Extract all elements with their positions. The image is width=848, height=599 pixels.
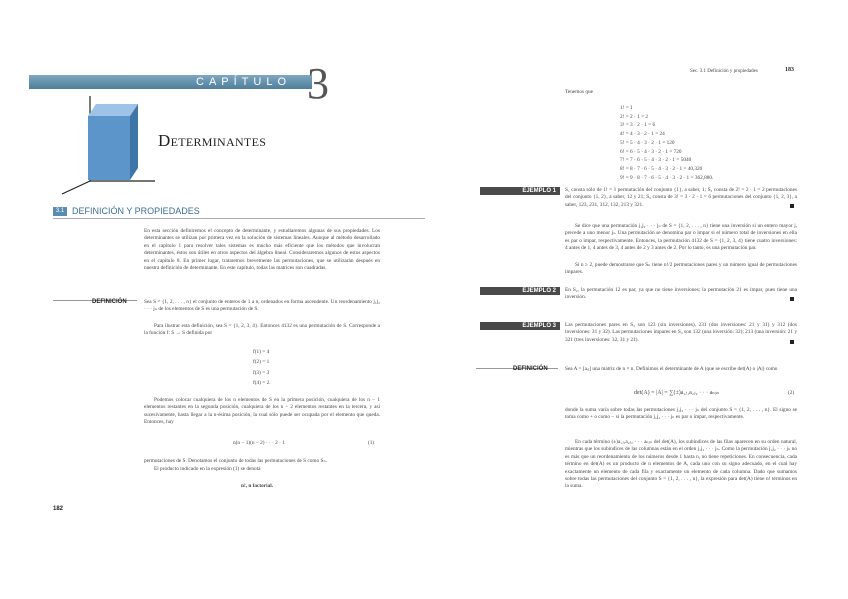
inversion-text-2: Si n ≥ 2, puede demostrarse que Sₙ tiene n!/2 permutaciones pares y un número igual de permutaciones impares. xyxy=(565,262,797,276)
intro-paragraph: En esta sección definiremos el concepto de determinante, y estudiaremos algunas de sus propiedades. Los determinantes se utilizan por primera vez en la solución de sistemas lineales. Aunque al método desarrollado en el capítulo 1 para resolver tales sistemas es mucho más eficiente que los métodos que involucran determinantes, éstos son útiles en otros aspectos del álgebra lineal. Consideraremos algunos de estos aspectos en el capítulo 8. En primer lugar, trataremos brevemente las permutaciones, que se utilizarán después en nuestra definición de determinante. En este capítulo, todas las matrices son cuadradas. xyxy=(144,228,380,272)
f-line: f(3) = 3 xyxy=(253,369,270,376)
section-number: 3.1 xyxy=(53,207,67,216)
inversion-text: Se dice que una permutación j₁j₂ · · · jₙ de S = {1, 2, . . . , n} tiene una inversión si un entero mayor jᵣ precede a uno menor jₛ. Una permutación se denomina par o impar si el número total de inversiones en ella es par o impar, respectivamente. Entonces, la permutación 4132 de S = {1, 2, 3, 4} tiene cuatro inversiones: 4 antes de 1, 4 antes de 3, 4 antes de 2 y 3 antes de 2. Por lo tanto, es una permutación par. xyxy=(565,223,797,252)
factorial-line: 3! = 3 · 2 · 1 = 6 xyxy=(620,122,656,129)
ejemplo-3-text: Las permutaciones pares en S₃ son 123 (sin inversiones), 231 (dos inversiones: 21 y 31) y 312 (dos inversiones: 31 y 32). Las permutaciones impares en S₃ son 132 (una inversión: 32); 213 (una inversión: 21 y 321 (tres inversiones: 32, 31 y 21). xyxy=(565,322,797,343)
section-rule xyxy=(53,218,425,219)
determinant-equation: det(A) = |A| = ∑(±)a₁ⱼ₁a₂ⱼ₂ · · · aₙⱼₙ xyxy=(634,390,720,396)
end-of-example-mark xyxy=(790,297,794,301)
cube-illustration xyxy=(60,96,155,196)
paragraph-2: Para ilustrar esta definición, sea S = {1, 2, 3, 4}. Entonces 4132 es una permutación de S. Corresponde a la función f: S → S definida por xyxy=(144,323,380,337)
f-line: f(1) = 4 xyxy=(253,349,270,355)
factorial-list xyxy=(620,105,713,182)
ejemplo-2-text: En S₂, la permutación 12 es par, ya que no tiene inversiones; la permutación 21 es impar, pues tiene una inversión. xyxy=(565,287,797,301)
factorial-line: 9! = 9 · 8 · 7 · 6 · 5 · 4 · 3 · 2 · 1 = 362,880. xyxy=(620,174,714,181)
factorial-line: 1! = 1 xyxy=(620,105,633,111)
ejemplo-3-label: EJEMPLO 3 xyxy=(480,322,560,330)
function-values xyxy=(253,349,271,388)
ejemplo-1-label: EJEMPLO 1 xyxy=(480,187,560,195)
factorial-line: 7! = 7 · 6 · 5 · 4 · 3 · 2 · 1 = 5040 xyxy=(620,157,692,164)
chapter-label: CAPÍTULO xyxy=(196,76,292,88)
equation-1: n(n − 1)(n − 2) · · · 2 · 1 xyxy=(233,440,285,446)
equation-1-number: (1) xyxy=(368,440,375,446)
final-paragraph: En cada término (±)a₁ⱼ₁a₂ⱼ₂ · · · aₙⱼₙ del det(A), los subíndices de las filas aparecen en su orden natural, mientras que los subíndices de las columnas están en el orden j₁j₂ · · · jₙ. Como la permutación j₁j₂ · · · jₙ no es más que un reordenamiento de los números desde 1 hasta n, no tiene repeticiones. En consecuencia, cada término en det(A) es un producto de n elementos de A, cada uno con su signo adecuado, en el cual hay exactamente un elemento de cada fila y exactamente un elemento de cada columna. Dado que sumamos sobre todas las permutaciones del conjunto S = {1, 2, . . . , n}, la expresión para det(A) tiene n! términos en la suma. xyxy=(565,439,797,490)
f-line: f(4) = 2. xyxy=(253,380,271,387)
factorial-line: 8! = 8 · 7 · 6 · 5 · 4 · 3 · 2 · 1 = 40,320 xyxy=(620,165,703,172)
section-title: DEFINICIÓN Y PROPIEDADES xyxy=(72,206,200,216)
chapter-title: Determinantes xyxy=(158,131,267,150)
factorial-line: 4! = 4 · 3 · 2 · 1 = 24 xyxy=(620,131,665,138)
running-head: Sec. 3.1 Definición y propiedades xyxy=(690,69,758,74)
factorial-line: 6! = 6 · 5 · 4 · 3 · 2 · 1 = 720 xyxy=(620,148,682,155)
definition-text: Sea A = [aᵢⱼ] una matriz de n × n. Definimos el determinante de A (que se escribe det(A) o |A|) como xyxy=(565,366,778,372)
chapter-number: 3 xyxy=(307,59,329,108)
definition-text: Sea S = {1, 2, . . . , n} el conjunto de enteros de 1 a n, ordenados en forma ascendente. Un reordenamiento j₁j₂ · · · jₙ de los elementos de S es una permutación de S. xyxy=(144,299,380,313)
paragraph-3: Podemos colocar cualquiera de los n elementos de S en la primera posición, cualquiera de los n − 1 elementos restantes en la segunda posición, cualquiera de los n − 2 elementos restantes en la tercera, y así sucesivamente, hasta llegar a la n-ésima posición, la cual sólo puede ser ocupada por el elemento que queda. Entonces, hay xyxy=(144,397,380,426)
equation-2-number: (2) xyxy=(788,390,795,396)
ejemplo-1-text: S₁ consta sólo de 1! = 1 permutación del conjunto {1}, a saber, 1; S₂ consta de 2! = 2 · 1 = 2 permutaciones del conjunto {1, 2}, a saber, 12 y 21; S₃ consta de 3! = 3 · 2 · 1 = 6 permutaciones del conjunto {1, 2, 3}, a saber, 123, 231, 312, 132, 213 y 321. xyxy=(565,187,797,208)
factorial-line: 2! = 2 · 1 = 2 xyxy=(620,113,649,120)
f-line: f(2) = 1 xyxy=(253,359,270,366)
definition-label: DEFINICIÓN xyxy=(92,299,127,305)
definition-label: DEFINICIÓN xyxy=(513,366,548,372)
page-number-left: 182 xyxy=(53,506,64,512)
paragraph-5: El producto indicado en la expresión (1) se denota xyxy=(154,466,261,472)
factorial-line: 5! = 5 · 4 · 3 · 2 · 1 = 120 xyxy=(620,139,675,146)
ejemplo-2-label: EJEMPLO 2 xyxy=(480,287,560,295)
paragraph-4: permutaciones de S. Denotamos el conjunto de todas las permutaciones de S como Sₙ. xyxy=(144,458,328,464)
end-of-example-mark xyxy=(790,204,794,208)
determinant-explanation: donde la suma varía sobre todas las permutaciones j₁j₂ · · · jₙ del conjunto S = {1, 2, . . . , n}. El signo se toma como + o como − si la permutación j₁j₂ · · · jₙ es par o impar, respectivamente. xyxy=(565,407,797,421)
tenemos-text: Tenemos que xyxy=(565,89,594,95)
factorial-notation: n!, n factorial. xyxy=(241,483,274,489)
page-number-right: 183 xyxy=(785,67,794,73)
end-of-example-mark xyxy=(790,340,794,344)
